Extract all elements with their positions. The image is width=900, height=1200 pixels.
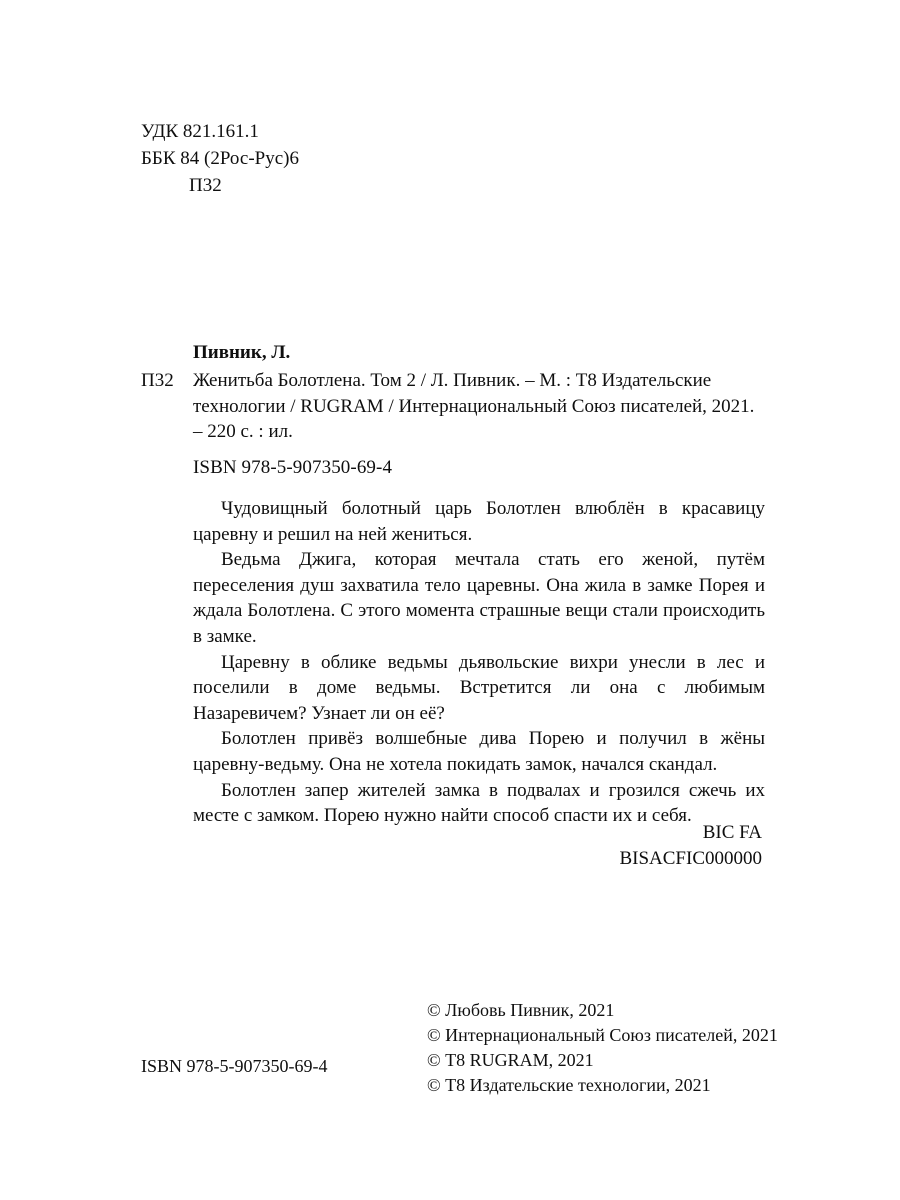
record-description: Женитьба Болотлена. Том 2 / Л. Пивник. – М. : Т8 Издательские технологии / RUGRAM / Интернациональный Союз писателей, 2021. – 220 с. : ил. — [193, 370, 755, 442]
bisac-code: BISACFIC000000 — [619, 847, 762, 869]
annotation-paragraph: Болотлен запер жителей замка в подвалах и грозился сжечь их месте с замком. Порею нужно найти способ спасти их и себя. — [193, 779, 765, 827]
annotation-paragraph: Царевну в облике ведьмы дьявольские вихри унесли в лес и поселили в доме ведьмы. Встретится ли она с любимым Назаревичем? Узнает ли он её? — [193, 651, 765, 724]
bibliographic-record — [141, 340, 761, 445]
annotation-block — [193, 496, 765, 829]
classification-block — [141, 118, 299, 199]
annotation-paragraph: Чудовищный болотный царь Болотлен влюблён в красавицу царевну и решил на ней жениться. — [193, 498, 765, 545]
subject-codes-block — [619, 820, 762, 871]
isbn-footer: ISBN 978-5-907350-69-4 — [141, 1056, 328, 1076]
copyright-line: © Любовь Пивник, 2021 — [427, 1000, 615, 1020]
copyright-line: © Т8 RUGRAM, 2021 — [427, 1050, 594, 1070]
bbk-code: ББК 84 (2Рос-Рус)6 — [141, 148, 299, 169]
copyright-line: © Интернациональный Союз писателей, 2021 — [427, 1025, 778, 1045]
shelfmark-code: П32 — [141, 370, 174, 391]
record-entry — [141, 368, 761, 445]
author-name: Пивник, Л. — [193, 342, 291, 363]
annotation-paragraph: Ведьма Джига, которая мечтала стать его женой, путём переселения душ захватила тело царевны. Она жила в замке Порея и ждала Болотлена. С этого момента страшные вещи стали происходить в замке. — [193, 549, 765, 647]
copyright-line: © Т8 Издательские технологии, 2021 — [427, 1075, 711, 1095]
bic-code: BIC FA — [702, 822, 762, 843]
annotation-paragraph: Болотлен привёз волшебные дива Порею и получил в жёны царевну-ведьму. Она не хотела покидать замок, начался скандал. — [193, 728, 765, 775]
author-mark-code: П32 — [189, 175, 222, 196]
isbn-main: ISBN 978-5-907350-69-4 — [193, 457, 393, 478]
copyright-block — [427, 998, 778, 1098]
udk-code: УДК 821.161.1 — [141, 121, 259, 142]
